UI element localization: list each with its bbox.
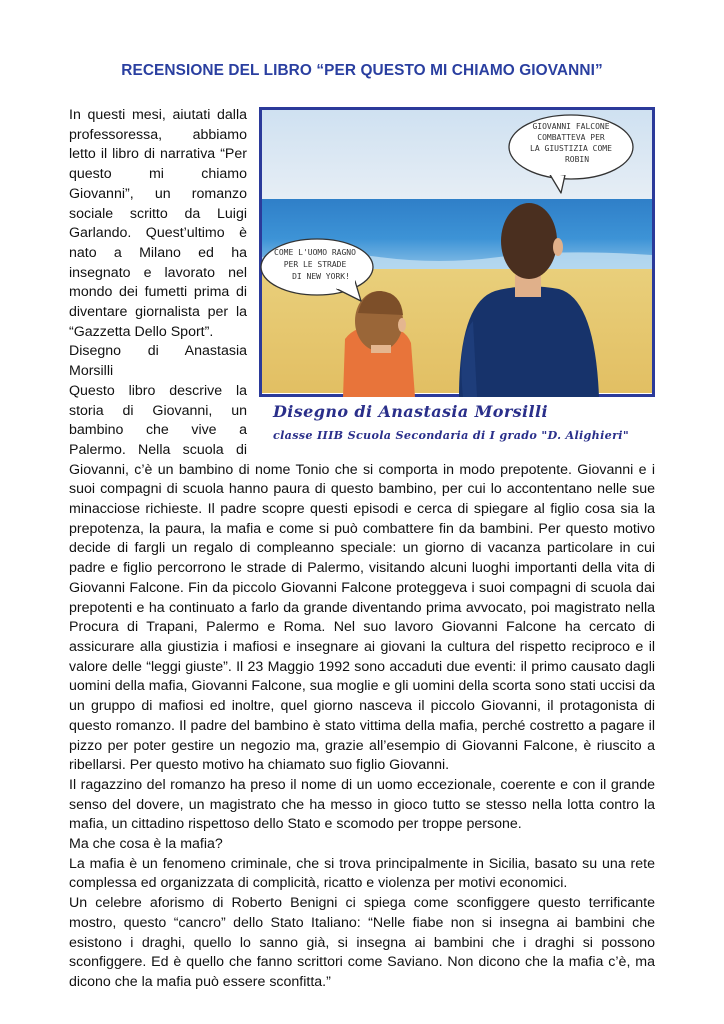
paragraph-plot: Questo libro descrive la storia di Giovanni, un bambino che vive a Palermo. Nella scuola di Giovanni, c’è un bambino di nome Tonio che si comporta in modo prepotente. Giovanni e i suoi compagni di scuola hanno paura di questo bambino, per cui lo accontentano nelle sue minacciose richieste. Il padre scopre questi episodi e cerca di spiegare al figlio cosa sia la prepotenza, la paura, la mafia e come si può combattere fin da bambini. Per questo motivo decide di fargli un regalo di compleanno speciale: un giorno di vacanza particolare in cui padre e figlio percorrono le strade di Palermo, visitando alcuni luoghi importanti della vita di Giovanni Falcone. Fin da piccolo Giovanni Falcone proteggeva i suoi compagni di scuola dai prepotenti e ha continuato a farlo da grande diventando prima avvocato, poi magistrato nella Procura di Trapani, Palermo e Roma. Nel suo lavoro Giovanni Falcone ha cercato di assicurare alla giustizia i mafiosi e insegnare ai giovani la cultura del rispetto reciproco e il valore delle “leggi giuste”. Il 23 Maggio 1992 sono accaduti due eventi: il primo causato dagli uomini della mafia, Giovanni Falcone, sua moglie e gli uomini della scorta sono stati uccisi da un gruppo di mafiosi ed inoltre, quel giorno nasceva il piccolo Giovanni, il protagonista di questo romanzo. Il padre del bambino è stato vittima della mafia, perché costretto a pagare il pizzo per poter gestire un negozio ma, grazie all’esempio di Giovanni Falcone, è riuscito a ribellarsi. Per questo motivo ha chiamato suo figlio Giovanni. [69,382,655,774]
paragraph-name-meaning: Il ragazzino del romanzo ha preso il nome di un uomo eccezionale, coerente e con il grande senso del dovere, un magistrato che ha messo in gioco tutto se stesso nella lotta contro la mafia, un cittadino rispettoso dello Stato e scomodo per troppe persone. [69,776,655,833]
bubble-left-line-1: COME L'UOMO RAGNO [274,248,356,257]
bubble-right-line-1: GIOVANNI FALCONE [532,122,610,131]
figure-caption-class: classe IIIB Scuola Secondaria di I grado "D. Alighieri" [273,428,629,442]
figure-caption-author: Disegno di Anastasia Morsilli [273,402,548,421]
paragraph-drawing-credit: Disegno di Anastasia Morsilli [69,343,247,380]
bubble-right-line-4: ROBIN [564,155,590,164]
bubble-left-line-2: PER LE STRADE [283,260,347,269]
bubble-right-line-2: COMBATTEVA PER [537,133,605,142]
bubble-left-line-3: DI NEW YORK! [292,272,350,281]
document-title: RECENSIONE DEL LIBRO “PER QUESTO MI CHIAMO GIOVANNI” [121,62,603,79]
paragraph-mafia-definition: La mafia è un fenomeno criminale, che si trova principalmente in Sicilia, basato su una rete complessa ed organizzata di complicità, ricatto e violenza per motivi economici. [69,855,655,892]
illustration-figure [257,106,655,450]
bubble-right-line-3: LA GIUSTIZIA COME [530,144,612,153]
paragraph-benigni-quote: Un celebre aforismo di Roberto Benigni ci spiega come sconfiggere questo terrificante mostro, questo “cancro” dello Stato Italiano: “Nelle fiabe non si insegna ai bambini che esistono i draghi, quello lo sanno già, si insegna ai bambini che i draghi si possono sconfiggere. Ed è quello che fanno scrittori come Saviano. Non dicono che la mafia c’è, ma dicono che la mafia può essere sconfitta.” [69,895,655,990]
paragraph-intro: In questi mesi, aiutati dalla professoressa, abbiamo letto il libro di narrativa “Per questo mi chiamo Giovanni”, un romanzo sociale scritto da Luigi Garlando. Quest’ultimo è nato a Milano ed ha insegnato e lavorato nel mondo dei fumetti prima di diventare giornalista per la “Gazzetta Dello Sport”. [69,107,247,340]
article-body [69,106,655,993]
paragraph-question: Ma che cosa è la mafia? [69,836,223,853]
drawing-father-and-son-at-sea [259,107,655,397]
